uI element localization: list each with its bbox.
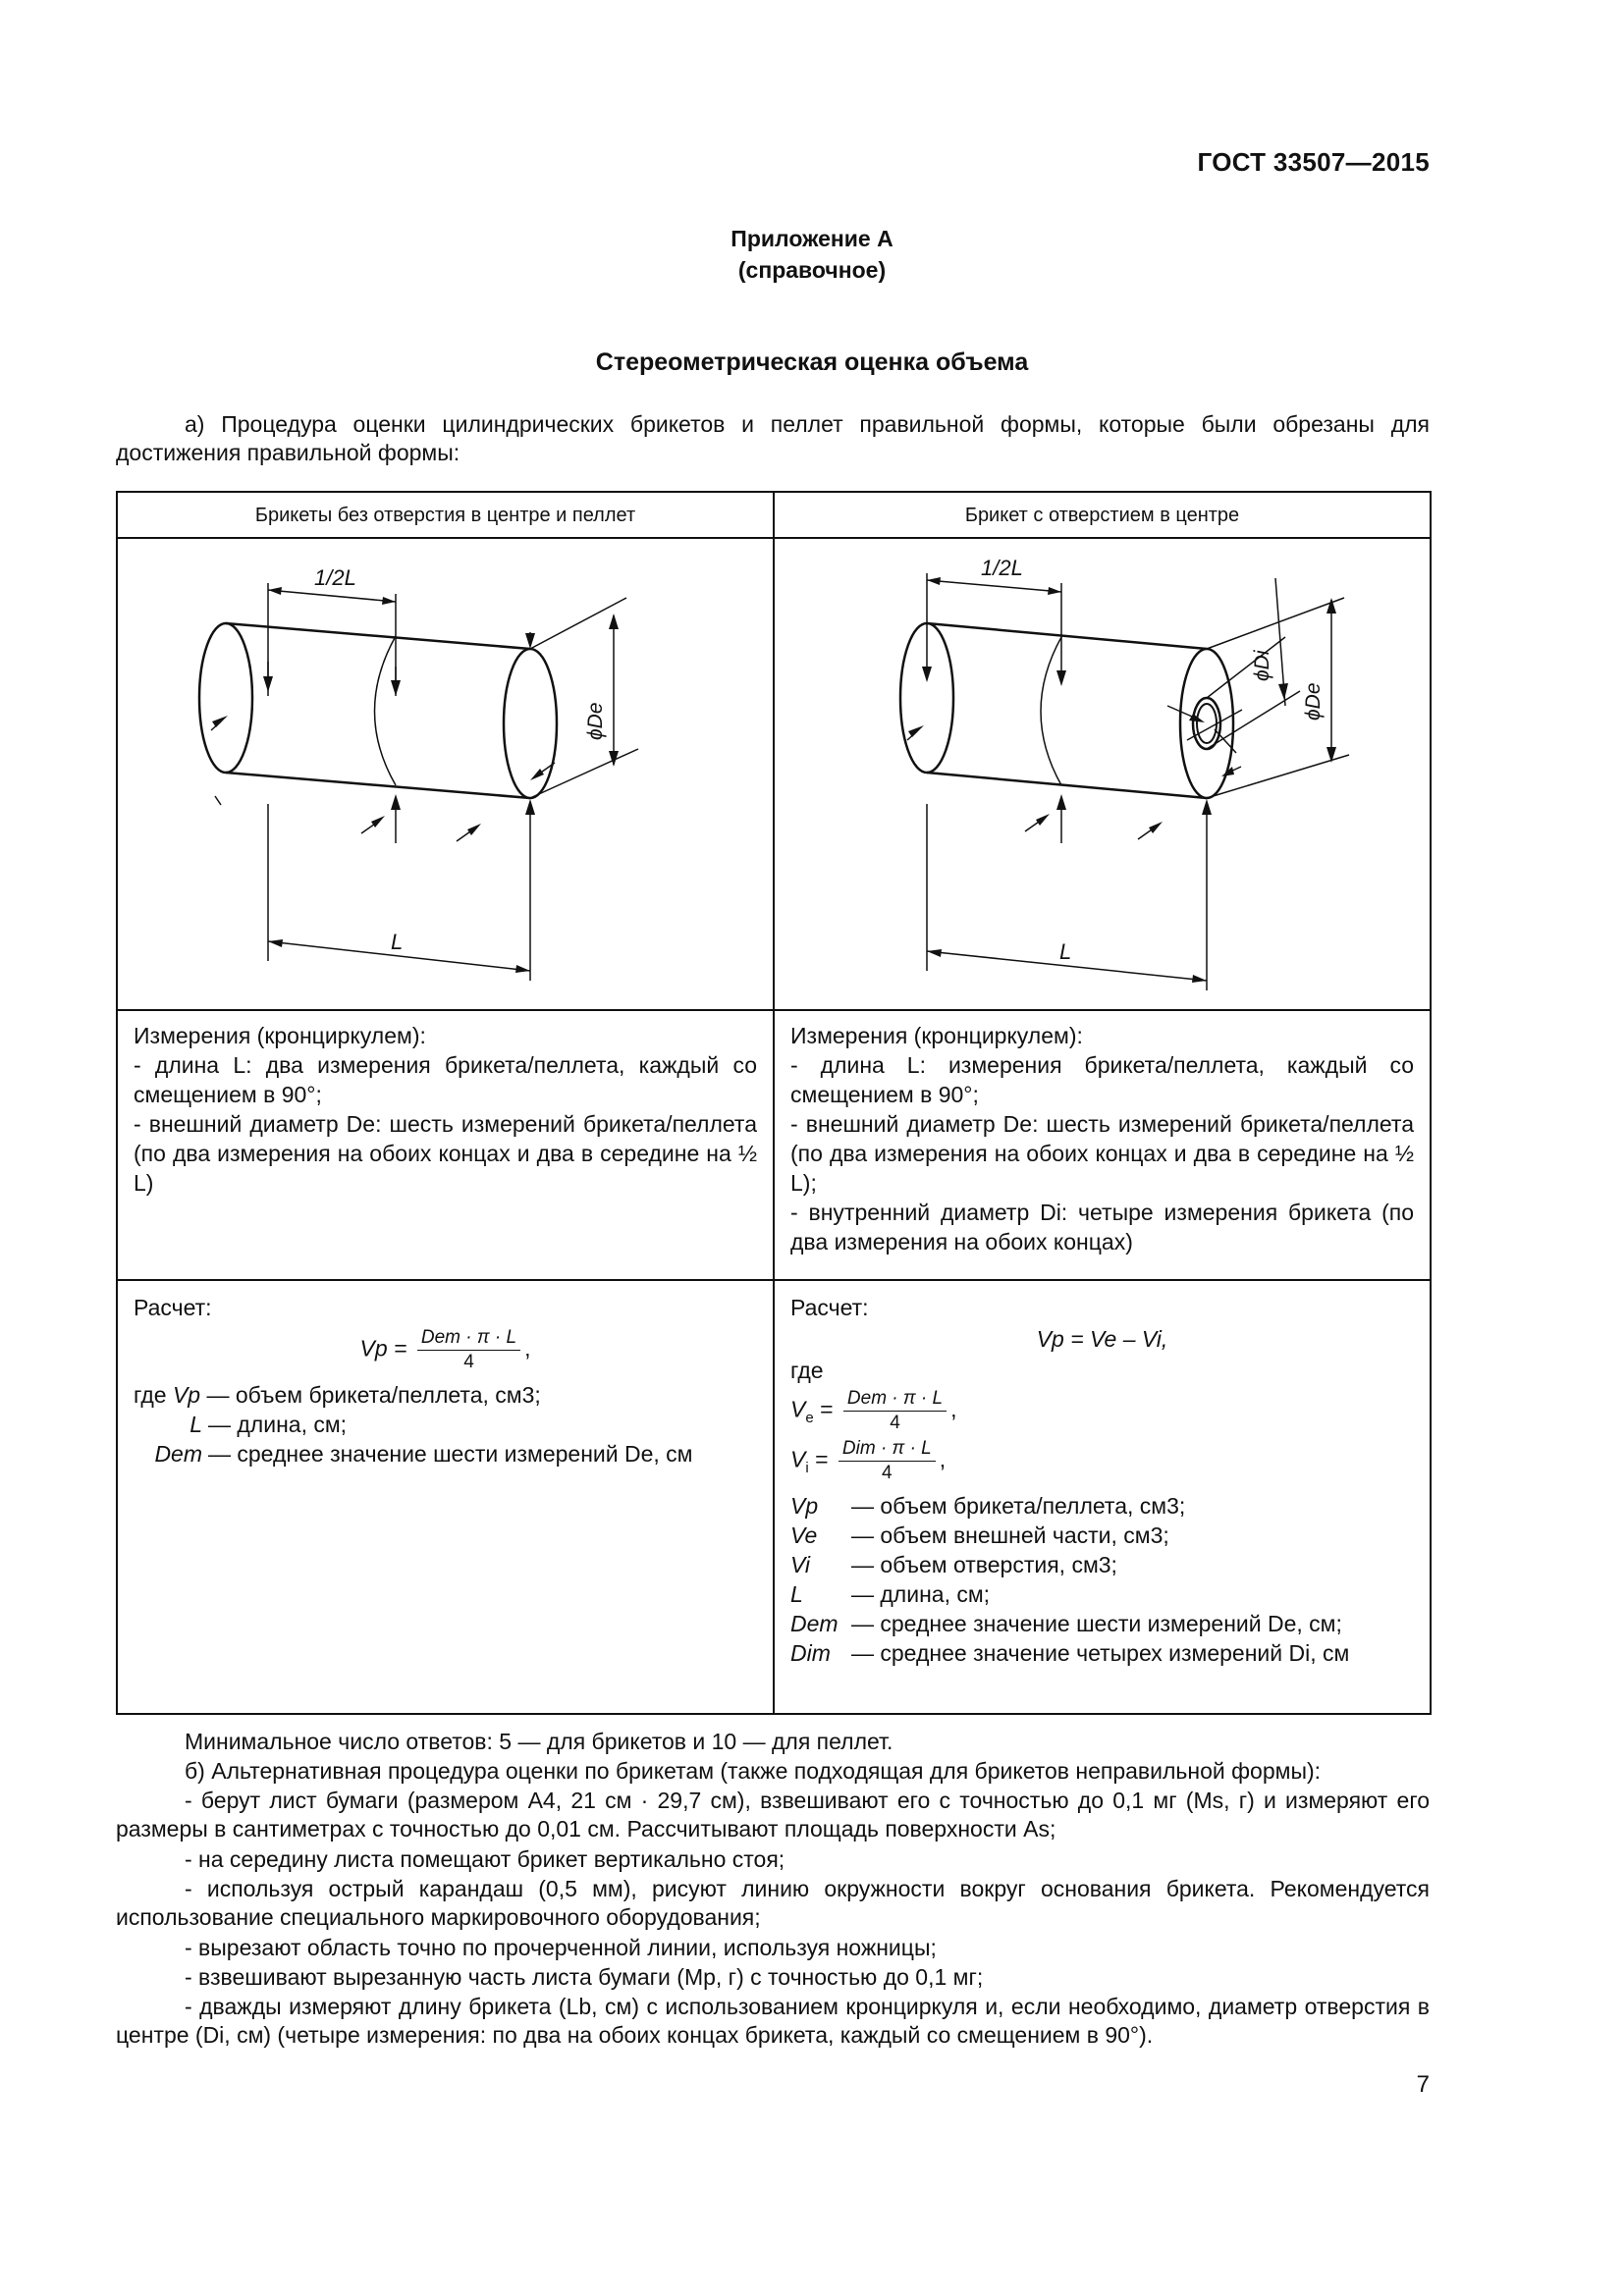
calc1-title: Расчет: xyxy=(134,1295,212,1320)
arrow-head xyxy=(1192,975,1207,983)
label-de: ϕDe xyxy=(584,702,607,740)
arrow-head xyxy=(263,676,273,692)
def-symbol: Vp xyxy=(790,1493,819,1519)
arrow-head xyxy=(1036,814,1050,826)
arrow-head xyxy=(1056,794,1066,810)
paragraph-alt xyxy=(116,1757,1430,1786)
formula-vi: $V_i$ = $\frac{\text{Dim · π · L}}{4}$ , xyxy=(790,1438,947,1483)
col1-header: Брикеты без отверстия в центре и пеллет xyxy=(117,492,774,538)
meas2-line2: - внешний диаметр De: шесть измерений брикета/пеллета (по два измерения на обоих концах и два в середине на ½ L); xyxy=(790,1111,1414,1196)
standard-number: ГОСТ 33507—2015 xyxy=(1197,147,1430,177)
arrow-head xyxy=(212,716,228,727)
formula-main: Vp = Ve – Vi, xyxy=(1036,1326,1168,1352)
formula-lhs: Vp = xyxy=(359,1335,407,1362)
arrow-head xyxy=(1202,799,1212,815)
label-half-l: 1/2L xyxy=(981,556,1023,580)
arrow-head xyxy=(268,587,282,595)
solid-cylinder-drawing xyxy=(118,539,771,1002)
measurements-solid xyxy=(117,1010,774,1280)
step4-text: - вырезают область точно по прочерченной линии, используя ножницы; xyxy=(185,1935,937,1960)
arrow-head xyxy=(268,939,283,947)
def-text: — длина, см; xyxy=(851,1581,991,1607)
def-text: — объем внешней части, см3; xyxy=(851,1522,1169,1548)
calc2-where: где xyxy=(790,1358,824,1383)
label-de: ϕDe xyxy=(1302,682,1325,721)
meas2-line3: - внутренний диаметр Di: четыре измерения брикета (по два измерения на обоих концах) xyxy=(790,1200,1414,1255)
formula-ve-fraction xyxy=(843,1387,947,1435)
meas1-line2: - внешний диаметр De: шесть измерений брикета/пеллета (по два измерения на обоих концах и два в середине на ½ L) xyxy=(134,1111,757,1196)
def1-text: — объем брикета/пеллета, см3; xyxy=(206,1382,541,1408)
half-l-dim-line xyxy=(268,590,396,602)
meas2-line1: - длина L: измерения брикета/пеллета, каждый со смещением в 90°; xyxy=(790,1052,1414,1107)
arrow-shaft xyxy=(215,796,221,805)
def-text: — среднее значение четырех измерений Di, см xyxy=(851,1640,1350,1666)
formula-vi-lhs: V xyxy=(790,1446,806,1472)
def-symbol: L xyxy=(790,1581,803,1607)
def-symbol: Dem xyxy=(790,1611,839,1636)
def-text: — среднее значение шести измерений De, см; xyxy=(851,1611,1342,1636)
figure-hollow-cell xyxy=(774,538,1431,1010)
formula-vp: Vp = $\frac{\text{Dem · π · L}}{4}$ , xyxy=(359,1327,531,1372)
figure-solid-cell xyxy=(117,538,774,1010)
label-l: L xyxy=(1059,939,1072,964)
paragraph-step2 xyxy=(116,1845,1430,1874)
def-symbol: Dim xyxy=(790,1640,831,1666)
step3-text: - используя острый карандаш (0,5 мм), рисуют линию окружности вокруг основания брикета. Рекомендуется использование специального маркировочного оборудования; xyxy=(116,1876,1430,1930)
def-text: — объем отверстия, см3; xyxy=(851,1552,1117,1577)
arrow-head xyxy=(1056,670,1066,686)
cylinder-left-end xyxy=(199,623,252,773)
paragraph-min-answers xyxy=(116,1728,1430,1756)
formula-ve-numerator: Dem · π · L xyxy=(843,1387,947,1412)
paragraph-step5 xyxy=(116,1963,1430,1992)
cylinder-mid-line xyxy=(375,636,397,785)
formula-vi-fraction xyxy=(839,1437,936,1485)
calculation-hollow xyxy=(774,1280,1431,1714)
calculation-solid xyxy=(117,1280,774,1714)
def3-text: — среднее значение шести измерений De, см xyxy=(208,1441,693,1467)
formula-vi-numerator: Dim · π · L xyxy=(839,1437,936,1462)
def2-symbol: L xyxy=(189,1412,202,1437)
paragraph-step6 xyxy=(116,1993,1430,2050)
step2-text: - на середину листа помещают брикет вертикально стоя; xyxy=(185,1846,785,1872)
def-text: — объем брикета/пеллета, см3; xyxy=(851,1493,1186,1519)
arrow-head xyxy=(1326,598,1336,614)
meas1-line1: - длина L: два измерения брикета/пеллета, каждый со смещением в 90°; xyxy=(134,1052,757,1107)
definitions-hollow xyxy=(790,1491,1414,1668)
arrow-head xyxy=(391,680,401,696)
arrow-head xyxy=(908,725,924,737)
arrow-head xyxy=(525,799,535,815)
de-ext-top xyxy=(1207,598,1344,649)
arrow-head xyxy=(382,597,396,605)
hollow-cylinder-drawing xyxy=(775,539,1428,1002)
section-title: Стереометрическая оценка объема xyxy=(595,348,1029,376)
cylinder-mid-line xyxy=(1041,637,1061,785)
alt-text: б) Альтернативная процедура оценки по брикетам (также подходящая для брикетов неправильной формы): xyxy=(185,1758,1322,1784)
arrow-head xyxy=(609,614,619,629)
cylinder-bottom-edge xyxy=(927,773,1207,798)
step5-text: - взвешивают вырезанную часть листа бумаги (Mp, г) с точностью до 0,1 мг; xyxy=(185,1964,984,1990)
cylinder-top-edge xyxy=(927,623,1207,649)
arrow-head xyxy=(1278,683,1288,700)
col2-header: Брикет с отверстием в центре xyxy=(774,492,1431,538)
meas1-title: Измерения (кронциркулем): xyxy=(134,1023,426,1048)
label-l: L xyxy=(391,930,404,954)
formula-ve: $V_e$ = $\frac{\text{Dem · π · L}}{4}$ , xyxy=(790,1388,957,1433)
cylinder-top-edge xyxy=(226,623,530,649)
paragraph-step4 xyxy=(116,1934,1430,1962)
cylinder-right-end xyxy=(504,649,557,798)
def-symbol: Ve xyxy=(790,1522,818,1548)
def3-symbol: Dem xyxy=(154,1441,202,1467)
arrow-head xyxy=(515,965,530,973)
where-word: где xyxy=(134,1382,167,1408)
arrow-head xyxy=(922,667,932,682)
appendix-title: Приложение А xyxy=(731,226,893,251)
def-symbol: Vi xyxy=(790,1552,811,1577)
label-half-l: 1/2L xyxy=(314,565,356,590)
formula-vi-denominator: 4 xyxy=(882,1463,893,1483)
measurements-hollow xyxy=(774,1010,1431,1280)
calc2-title: Расчет: xyxy=(790,1295,869,1320)
formula-ve-denominator: 4 xyxy=(890,1413,900,1433)
half-l-dim-line xyxy=(927,580,1061,592)
intro-paragraph xyxy=(116,410,1430,467)
intro-text: а) Процедура оценки цилиндрических брикетов и пеллет правильной формы, которые были обрезаны для достижения правильной формы: xyxy=(116,411,1430,465)
formula-ve-lhs: V xyxy=(790,1396,806,1422)
measurement-table xyxy=(116,491,1432,1715)
arrow-head xyxy=(467,824,481,835)
formula-fraction xyxy=(417,1326,520,1374)
arrow-head xyxy=(927,577,941,585)
label-di: ϕDi xyxy=(1251,650,1273,681)
arrow-head xyxy=(391,794,401,810)
step6-text: - дважды измеряют длину брикета (Lb, см) с использованием кронциркуля и, если необходимо, диаметр отверстия в центре (Di, см) (четыре измерения: по два на обоих концах брикета, каждый со смещением в 90°). xyxy=(116,1994,1430,2048)
def1-symbol: Vp xyxy=(172,1382,201,1408)
min-answers-text: Минимальное число ответов: 5 — для брикетов и 10 — для пеллет. xyxy=(185,1729,893,1754)
arrow-head xyxy=(1326,747,1336,763)
arrow-head xyxy=(1048,587,1061,595)
paragraph-step1 xyxy=(116,1787,1430,1843)
meas2-title: Измерения (кронциркулем): xyxy=(790,1023,1083,1048)
appendix-subtitle: (справочное) xyxy=(737,257,887,283)
arrow-head xyxy=(1149,822,1163,833)
def2-text: — длина, см; xyxy=(208,1412,348,1437)
formula-numerator: Dem · π · L xyxy=(417,1326,520,1351)
page-number: 7 xyxy=(1416,2071,1430,2098)
cylinder-bottom-edge xyxy=(226,773,530,798)
paragraph-step3 xyxy=(116,1875,1430,1932)
definitions-solid xyxy=(134,1380,757,1468)
arrow-head xyxy=(927,949,942,957)
formula-denominator: 4 xyxy=(463,1352,474,1372)
step1-text: - берут лист бумаги (размером А4, 21 см · 29,7 см), взвешивают его с точностью до 0,1 мг (Ms, г) и измеряют его размеры в сантиметрах с точностью до 0,01 см. Рассчитывают площадь поверхности As; xyxy=(116,1788,1430,1842)
